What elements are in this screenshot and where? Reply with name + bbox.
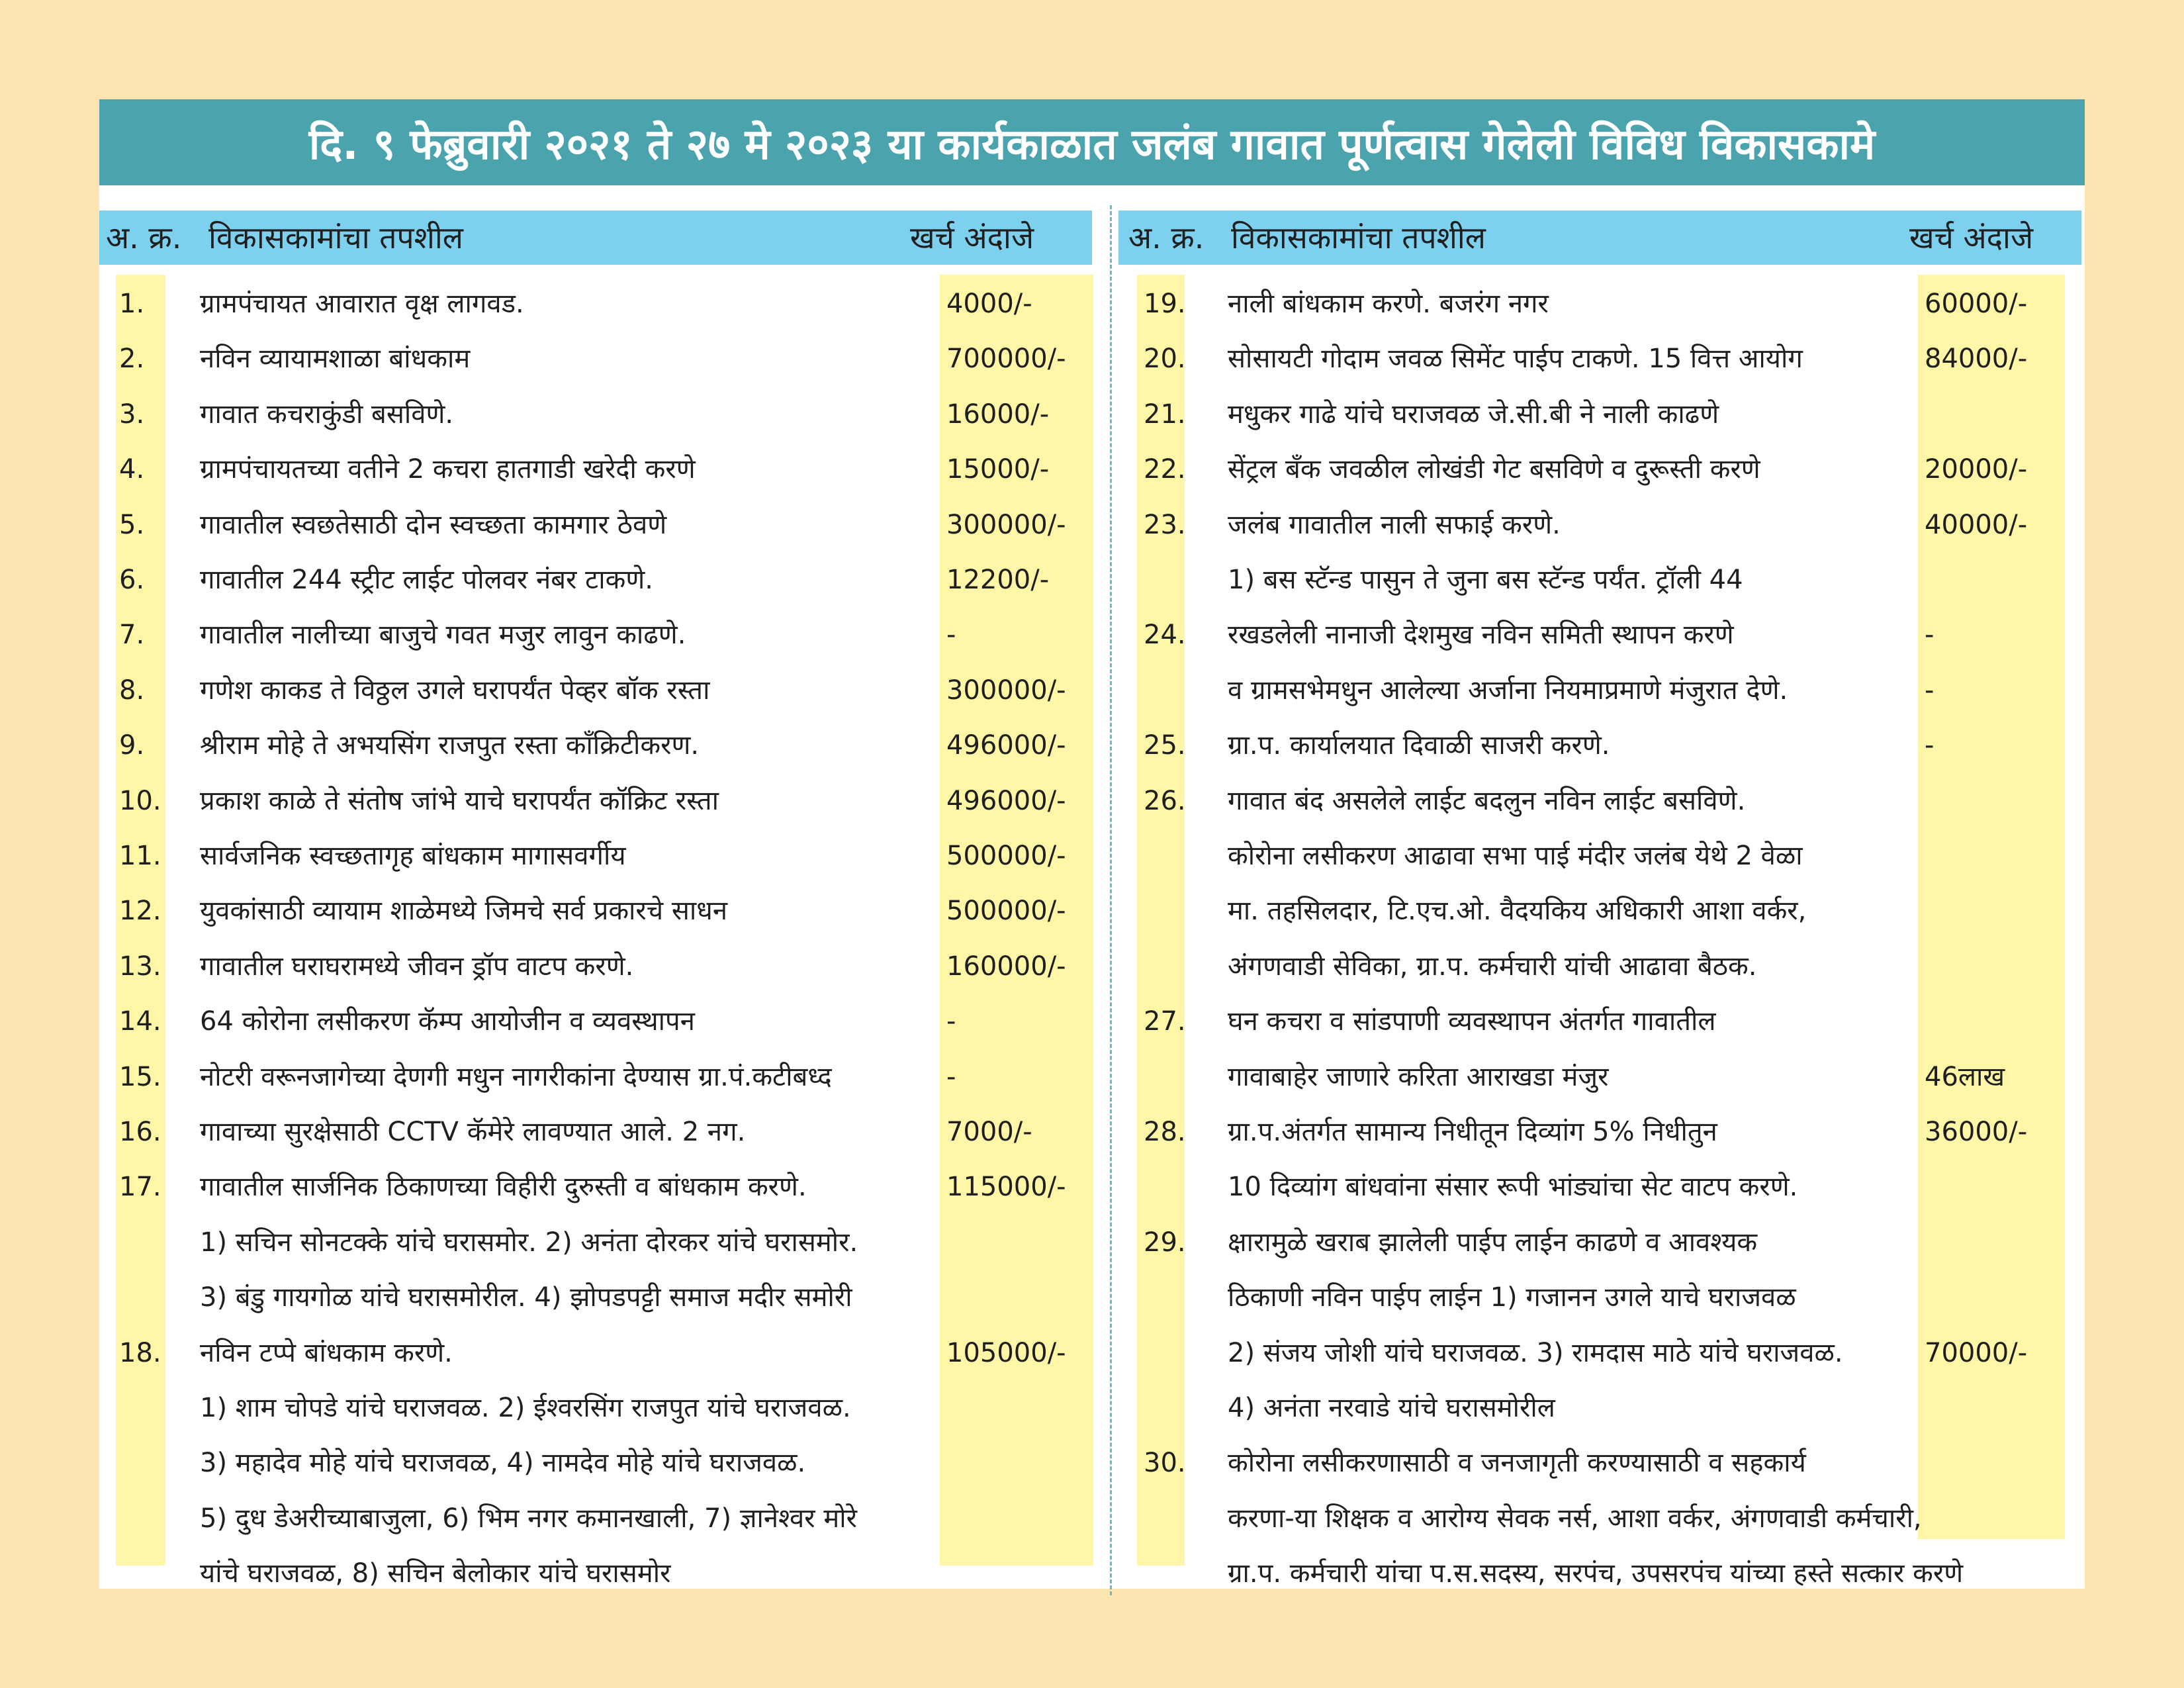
row-estimated-cost: 20000/- (1925, 454, 2028, 485)
row-estimated-cost (1925, 1546, 2065, 1601)
table-row (99, 663, 2085, 718)
row-work-description: क्षारामुळे खराब झालेली पाईप लाईन काढणे व आवश्यक (1228, 1227, 1758, 1258)
table-row (99, 387, 2085, 442)
row-estimated-cost: 700000/- (946, 344, 1066, 375)
row-work-description: 1) शाम चोपडे यांचे घराजवळ. 2) ईश्वरसिंग राजपुत यांचे घराजवळ. (200, 1393, 851, 1423)
row-estimated-cost: 40000/- (1925, 509, 2028, 540)
row-work-description: सेंट्रल बँक जवळील लोखंडी गेट बसविणे व दुरूस्ती करणे (1228, 454, 1760, 485)
table-row (99, 1160, 2085, 1215)
table-row (99, 1105, 2085, 1160)
row-work-description: घन कचरा व सांडपाणी व्यवस्थापन अंतर्गत गावातील (1228, 1006, 1716, 1037)
row-work-description: गावातील 244 स्ट्रीट लाईट पोलवर नंबर टाकणे. (200, 565, 653, 595)
row-serial-no: 30. (1144, 1448, 1186, 1479)
row-serial-no: 26. (1144, 785, 1186, 816)
notice-panel (99, 99, 2085, 1589)
row-work-description: यांचे घराजवळ, 8) सचिन बेलोकार यांचे घरासमोर (200, 1558, 671, 1589)
row-estimated-cost (1925, 1270, 2065, 1325)
row-serial-no: 28. (1144, 1117, 1186, 1147)
row-estimated-cost: 7000/- (946, 1117, 1032, 1147)
row-serial-no (1144, 829, 1197, 884)
row-estimated-cost: 115000/- (946, 1172, 1066, 1203)
table-row (99, 553, 2085, 608)
row-estimated-cost: 46लाख (1925, 1061, 2005, 1092)
row-estimated-cost: 36000/- (1925, 1117, 2028, 1147)
row-work-description: गावात कचराकुंडी बसविणे. (200, 399, 454, 430)
row-work-description: व ग्रामसभेमधुन आलेल्या अर्जाना नियमाप्रमाणे मंजुरात देणे. (1228, 675, 1788, 706)
row-serial-no (1144, 1326, 1197, 1381)
row-serial-no: 6. (119, 565, 145, 595)
header-estimated-cost: खर्च अंदाजे (1909, 220, 2034, 256)
row-estimated-cost (1925, 1160, 2065, 1215)
row-serial-no: 22. (1144, 454, 1186, 485)
row-estimated-cost: - (1925, 730, 1934, 761)
row-work-description: ग्रा.प. कर्मचारी यांचा प.स.सदस्य, सरपंच, उपसरपंच यांच्या हस्ते सत्कार करणे (1228, 1558, 1964, 1589)
row-estimated-cost (1925, 829, 2065, 884)
row-estimated-cost (1925, 884, 2065, 939)
row-work-description: नविन टप्पे बांधकाम करणे. (200, 1337, 453, 1368)
table-row (99, 277, 2085, 332)
row-work-description: जलंब गावातील नाली सफाई करणे. (1228, 509, 1561, 540)
row-work-description: नोटरी वरूनजागेच्या देणगी मधुन नागरीकांना देण्यास ग्रा.पं.कटीबध्द (200, 1061, 832, 1092)
row-serial-no (1144, 884, 1197, 939)
table-row (99, 332, 2085, 387)
row-serial-no: 19. (1144, 289, 1186, 319)
table-row (99, 1436, 2085, 1491)
table-row (99, 1491, 2085, 1546)
row-work-description: ग्रा.प. कार्यालयात दिवाळी साजरी करणे. (1228, 730, 1610, 761)
row-serial-no: 9. (119, 730, 145, 761)
row-work-description: 1) सचिन सोनटक्के यांचे घरासमोर. 2) अनंता दोरकर यांचे घरासमोर. (200, 1227, 858, 1258)
row-work-description: 1) बस स्टॅन्ड पासुन ते जुना बस स्टॅन्ड पर्यंत. ट्रॉली 44 (1228, 565, 1743, 595)
row-serial-no: 8. (119, 675, 145, 706)
row-work-description: ठिकाणी नविन पाईप लाईन 1) गजानन उगले याचे घराजवळ (1228, 1282, 1796, 1313)
row-work-description: करणा-या शिक्षक व आरोग्य सेवक नर्स, आशा वर्कर, अंगणवाडी कर्मचारी, (1228, 1503, 1922, 1534)
row-serial-no (1144, 1381, 1197, 1436)
row-work-description: 5) दुध डेअरीच्याबाजुला, 6) भिम नगर कमानखाली, 7) ज्ञानेश्वर मोरे (200, 1503, 857, 1534)
row-work-description: मधुकर गाढे यांचे घराजवळ जे.सी.बी ने नाली काढणे (1228, 399, 1719, 430)
row-serial-no: 23. (1144, 509, 1186, 540)
row-serial-no: 17. (119, 1172, 161, 1203)
table-row (99, 1215, 2085, 1270)
row-work-description: अंगणवाडी सेविका, ग्रा.प. कर्मचारी यांची आढावा बैठक. (1228, 951, 1757, 982)
row-serial-no: 3. (119, 399, 145, 430)
row-work-description: 10 दिव्यांग बांधवांना संसार रूपी भांड्यांचा सेट वाटप करणे. (1228, 1172, 1798, 1203)
row-work-description: गणेश काकड ते विठ्ठल उगले घरापर्यंत पेव्हर बॉक रस्ता (200, 675, 710, 706)
row-work-description: गावाबाहेर जाणारे करिता आराखडा मंजुर (1228, 1061, 1609, 1092)
row-work-description: गावातील स्वछतेसाठी दोन स्वच्छता कामगार ठेवणे (200, 509, 667, 540)
row-estimated-cost: 12200/- (946, 565, 1050, 595)
row-estimated-cost: 105000/- (946, 1337, 1066, 1368)
row-serial-no (1144, 939, 1197, 994)
row-estimated-cost (1925, 1491, 2065, 1546)
header-work-details: विकासकामांचा तपशील (1231, 220, 1486, 256)
table-row (99, 994, 2085, 1049)
row-work-description: सार्वजनिक स्वच्छतागृह बांधकाम मागासवर्गीय (200, 841, 626, 871)
row-work-description: कोरोना लसीकरणासाठी व जनजागृती करण्यासाठी व सहकार्य (1228, 1448, 1806, 1479)
row-estimated-cost (1925, 387, 2065, 442)
row-serial-no: 11. (119, 841, 161, 871)
row-estimated-cost (1925, 1215, 2065, 1270)
row-serial-no: 1. (119, 289, 145, 319)
table-row (99, 1326, 2085, 1381)
row-estimated-cost (1925, 1436, 2065, 1491)
row-work-description: श्रीराम मोहे ते अभयसिंग राजपुत रस्ता कॉंक्रिटीकरण. (200, 730, 700, 761)
page-title: दि. ९ फेब्रुवारी २०२१ ते २७ मे २०२३ या कार्यकाळात जलंब गावात पूर्णत्वास गेलेली विविध विकासकामे (308, 120, 1876, 169)
row-estimated-cost: 84000/- (1925, 344, 2028, 375)
row-estimated-cost: - (946, 1006, 956, 1037)
row-work-description: प्रकाश काळे ते संतोष जांभे याचे घरापर्यंत कॉक्रिट रस्ता (200, 785, 719, 816)
row-serial-no: 13. (119, 951, 161, 982)
row-work-description: ग्रामपंचायत आवारात वृक्ष लागवड. (200, 289, 524, 319)
row-estimated-cost: 300000/- (946, 675, 1066, 706)
row-estimated-cost: - (1925, 675, 1934, 706)
row-serial-no: 18. (119, 1337, 161, 1368)
row-serial-no (1144, 1050, 1197, 1105)
row-estimated-cost (1925, 1381, 2065, 1436)
row-estimated-cost: 16000/- (946, 399, 1050, 430)
row-serial-no: 16. (119, 1117, 161, 1147)
row-work-description: नाली बांधकाम करणे. बजरंग नगर (1228, 289, 1549, 319)
row-work-description: गावातील घराघरामध्ये जीवन ड्रॉप वाटप करणे. (200, 951, 634, 982)
header-serial-no: अ. क्र. (1128, 220, 1205, 256)
table-row (99, 1546, 2085, 1601)
row-serial-no: 25. (1144, 730, 1186, 761)
row-work-description: 3) बंडु गायगोळ यांचे घरासमोरील. 4) झोपडपट्टी समाज मदीर समोरी (200, 1282, 852, 1313)
table-row (99, 1050, 2085, 1105)
row-work-description: गावात बंद असलेले लाईट बदलुन नविन लाईट बसविणे. (1228, 785, 1746, 816)
row-serial-no: 27. (1144, 1006, 1186, 1037)
row-estimated-cost: 60000/- (1925, 289, 2028, 319)
row-work-description: ग्रा.प.अंतर्गत सामान्य निधीतून दिव्यांग 5% निधीतुन (1228, 1117, 1717, 1147)
row-work-description: 2) संजय जोशी यांचे घराजवळ. 3) रामदास माठे यांचे घराजवळ. (1228, 1337, 1843, 1368)
table-row (99, 1381, 2085, 1436)
row-estimated-cost: 496000/- (946, 785, 1066, 816)
row-serial-no: 14. (119, 1006, 161, 1037)
row-work-description: युवकांसाठी व्यायाम शाळेमध्ये जिमचे सर्व प्रकारचे साधन (200, 896, 728, 927)
table-row (99, 1270, 2085, 1325)
row-estimated-cost: - (1925, 620, 1934, 651)
row-work-description: ग्रामपंचायतच्या वतीने 2 कचरा हातगाडी खरेदी करणे (200, 454, 696, 485)
row-work-description: रखडलेली नानाजी देशमुख नविन समिती स्थापन करणे (1228, 620, 1734, 651)
row-estimated-cost: 500000/- (946, 841, 1066, 871)
row-serial-no: 20. (1144, 344, 1186, 375)
row-serial-no (1144, 663, 1197, 718)
row-serial-no: 24. (1144, 620, 1186, 651)
row-work-description: गावातील नालीच्या बाजुचे गवत मजुर लावुन काढणे. (200, 620, 686, 651)
row-estimated-cost (1925, 939, 2065, 994)
row-estimated-cost (1925, 994, 2065, 1049)
row-work-description: 4) अनंता नरवाडे यांचे घरासमोरील (1228, 1393, 1555, 1423)
row-serial-no: 21. (1144, 399, 1186, 430)
left-table-header (99, 211, 1092, 265)
row-work-description: गावाच्या सुरक्षेसाठी CCTV कॅमेरे लावण्यात आले. 2 नग. (200, 1117, 746, 1147)
table-row (99, 829, 2085, 884)
row-work-description: मा. तहसिलदार, टि.एच.ओ. वैदयकिय अधिकारी आशा वर्कर, (1228, 896, 1807, 927)
row-serial-no: 4. (119, 454, 145, 485)
row-serial-no (1144, 1491, 1197, 1546)
table-row (99, 939, 2085, 994)
table-row (99, 718, 2085, 773)
table-row (99, 608, 2085, 663)
table-row (99, 774, 2085, 829)
row-serial-no: 10. (119, 785, 161, 816)
row-work-description: 64 कोरोना लसीकरण कॅम्प आयोजीन व व्यवस्थापन (200, 1006, 695, 1037)
row-estimated-cost (1925, 553, 2065, 608)
row-serial-no (1144, 1270, 1197, 1325)
table-row (99, 498, 2085, 553)
right-table-header (1118, 211, 2081, 265)
header-work-details: विकासकामांचा तपशील (208, 220, 463, 256)
header-serial-no: अ. क्र. (106, 220, 182, 256)
row-estimated-cost: - (946, 620, 956, 651)
row-estimated-cost: 15000/- (946, 454, 1050, 485)
row-serial-no: 12. (119, 896, 161, 927)
row-serial-no: 2. (119, 344, 145, 375)
row-serial-no: 7. (119, 620, 145, 651)
row-work-description: 3) महादेव मोहे यांचे घराजवळ, 4) नामदेव मोहे यांचे घराजवळ. (200, 1448, 806, 1479)
row-estimated-cost: 496000/- (946, 730, 1066, 761)
row-work-description: नविन व्यायामशाळा बांधकाम (200, 344, 471, 375)
title-bar (99, 99, 2085, 185)
row-work-description: कोरोना लसीकरण आढावा सभा पाई मंदीर जलंब येथे 2 वेळा (1228, 841, 1803, 871)
row-serial-no (1144, 1546, 1197, 1601)
row-serial-no: 15. (119, 1061, 161, 1092)
row-estimated-cost: 4000/- (946, 289, 1032, 319)
row-work-description: गावातील सार्जनिक ठिकाणच्या विहीरी दुरुस्ती व बांधकाम करणे. (200, 1172, 807, 1203)
row-estimated-cost (1925, 774, 2065, 829)
header-estimated-cost: खर्च अंदाजे (910, 220, 1034, 256)
row-estimated-cost: 300000/- (946, 509, 1066, 540)
row-serial-no (1144, 553, 1197, 608)
row-serial-no (1144, 1160, 1197, 1215)
row-serial-no: 29. (1144, 1227, 1186, 1258)
table-row (99, 442, 2085, 497)
table-row (99, 884, 2085, 939)
row-estimated-cost: - (946, 1061, 956, 1092)
row-work-description: सोसायटी गोदाम जवळ सिमेंट पाईप टाकणे. 15 वित्त आयोग (1228, 344, 1803, 375)
row-serial-no: 5. (119, 509, 145, 540)
row-estimated-cost: 160000/- (946, 951, 1066, 982)
row-estimated-cost: 500000/- (946, 896, 1066, 927)
row-estimated-cost: 70000/- (1925, 1337, 2028, 1368)
